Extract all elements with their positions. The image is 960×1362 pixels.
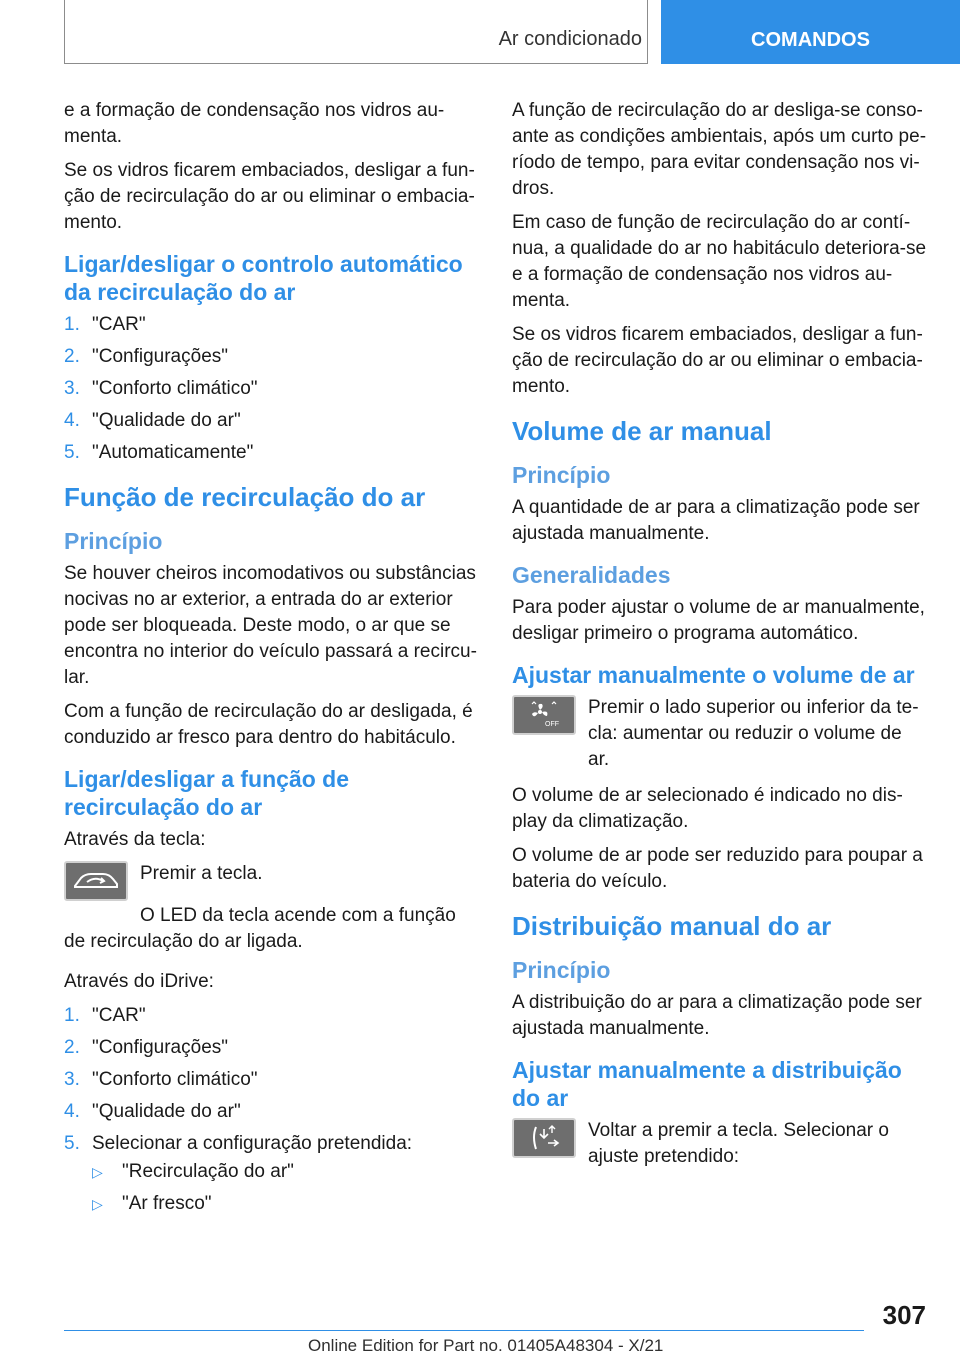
step-number: 5. — [64, 1133, 80, 1154]
heading-principle: Princípio — [64, 528, 163, 554]
step-number: 2. — [64, 1037, 80, 1058]
step-text: "CAR" — [92, 314, 146, 335]
step-number: 4. — [64, 410, 80, 431]
step-text: "CAR" — [92, 1005, 146, 1026]
heading-manual-distribution: Distribuição manual do ar — [512, 911, 832, 941]
step-number: 4. — [64, 1101, 80, 1122]
steps-list-auto — [64, 312, 480, 466]
list-item — [92, 1191, 480, 1217]
step-text: "Conforto climático" — [92, 1069, 258, 1090]
step-text: "Qualidade do ar" — [92, 1101, 241, 1122]
list-item — [64, 1035, 480, 1061]
step-number: 5. — [64, 442, 80, 463]
key-instruction-text: Premir a tecla. — [140, 863, 263, 884]
heading-principle: Princípio — [512, 462, 611, 488]
list-item — [64, 376, 480, 402]
paragraph: Em caso de função de recirculação do ar contínua, a qualidade do ar no habitáculo deteriora-se e a formação de condensação nos vidros aumenta. — [512, 212, 927, 311]
heading-recirculation-function: Função de recirculação do ar — [64, 482, 426, 512]
heading-adjust-air-volume: Ajustar manualmente o volume de ar — [512, 662, 915, 688]
step-text: Selecionar a configuração pretendida: — [92, 1133, 413, 1154]
paragraph: A distribuição do ar para a climatização pode ser ajustada manualmente. — [512, 992, 922, 1039]
paragraph: Se houver cheiros incomodativos ou substâncias nocivas no ar exterior, a entrada do ar exterior pode ser bloqueada. Deste modo, o ar que se encontra no interior do veículo passará a recircular. — [64, 563, 477, 688]
step-number: 3. — [64, 378, 80, 399]
chapter-tab[interactable]: COMANDOS — [661, 0, 960, 64]
paragraph: A quantidade de ar para a climatização pode ser ajustada manualmente. — [512, 497, 920, 544]
footer-divider — [64, 1330, 864, 1331]
triangle-bullet-icon: ▷ — [92, 1196, 103, 1212]
list-item — [64, 440, 480, 466]
page-number: 307 — [882, 1300, 926, 1330]
heading-adjust-distribution: Ajustar manualmente a distribuição do ar — [512, 1057, 902, 1111]
step-text: "Conforto climático" — [92, 378, 258, 399]
off-label: OFF — [545, 721, 559, 728]
paragraph: Para poder ajustar o volume de ar manualmente, desligar primeiro o programa automático. — [512, 597, 925, 644]
step-number: 3. — [64, 1069, 80, 1090]
list-item — [64, 312, 480, 338]
paragraph: O volume de ar pode ser reduzido para poupar a bateria do veículo. — [512, 845, 923, 892]
step-number: 1. — [64, 1005, 80, 1026]
key-instruction-text: Premir o lado superior ou inferior da tecla: aumentar ou reduzir o volume de ar. — [588, 697, 919, 770]
step-text: "Configurações" — [92, 1037, 229, 1058]
heading-manual-air-volume: Volume de ar manual — [512, 416, 772, 446]
paragraph: Através da tecla: — [64, 829, 206, 850]
paragraph: Através do iDrive: — [64, 971, 214, 992]
heading-toggle-recirculation: Ligar/desligar a função de recirculação do ar — [64, 766, 350, 820]
left-column — [64, 98, 480, 1229]
step-number: 2. — [64, 346, 80, 367]
step-text: "Qualidade do ar" — [92, 410, 241, 431]
triangle-bullet-icon: ▷ — [92, 1164, 103, 1180]
list-item — [64, 1099, 480, 1125]
list-item — [64, 1131, 480, 1223]
paragraph: Com a função de recirculação do ar desligada, é conduzido ar fresco para dentro do habitáculo. — [64, 701, 473, 748]
list-item — [92, 1159, 480, 1185]
paragraph: O volume de ar selecionado é indicado no display da climatização. — [512, 785, 903, 832]
step-number: 1. — [64, 314, 80, 335]
air-distribution-key-icon — [512, 1118, 576, 1158]
section-title: Ar condicionado — [498, 28, 642, 50]
key-instruction — [64, 861, 480, 901]
key-instruction — [512, 1118, 928, 1170]
step-text: "Automaticamente" — [92, 442, 254, 463]
option-text: "Ar fresco" — [122, 1193, 212, 1214]
paragraph: O LED da tecla acende com a função de recirculação do ar ligada. — [64, 905, 456, 952]
heading-auto-recirculation: Ligar/desligar o controlo automático da recirculação do ar — [64, 251, 463, 305]
list-item — [64, 408, 480, 434]
key-instruction-text: Voltar a premir a tecla. Selecionar o ajuste pretendido: — [588, 1120, 889, 1167]
list-item — [64, 344, 480, 370]
step-text: "Configurações" — [92, 346, 229, 367]
right-column — [512, 98, 928, 1176]
heading-general: Generalidades — [512, 562, 671, 588]
option-list — [64, 1159, 480, 1223]
option-text: "Recirculação do ar" — [122, 1161, 294, 1182]
list-item — [64, 1003, 480, 1029]
paragraph: A função de recirculação do ar desliga-se consoante as condições ambientais, após um curto período de tempo, para evitar condensação nos vidros. — [512, 100, 927, 199]
paragraph: e a formação de condensação nos vidros aumenta. — [64, 100, 445, 147]
fan-key-icon — [512, 695, 576, 735]
heading-principle: Princípio — [512, 957, 611, 983]
steps-list-idrive — [64, 1003, 480, 1223]
recirculation-key-icon — [64, 861, 128, 901]
paragraph: Se os vidros ficarem embaciados, desligar a função de recirculação do ar ou eliminar o embaciamento. — [512, 324, 923, 397]
key-instruction — [512, 695, 928, 773]
footer-edition: Online Edition for Part no. 01405A48304 - X/21 — [308, 1336, 664, 1355]
paragraph: Se os vidros ficarem embaciados, desligar a função de recirculação do ar ou eliminar o embaciamento. — [64, 160, 475, 233]
list-item — [64, 1067, 480, 1093]
